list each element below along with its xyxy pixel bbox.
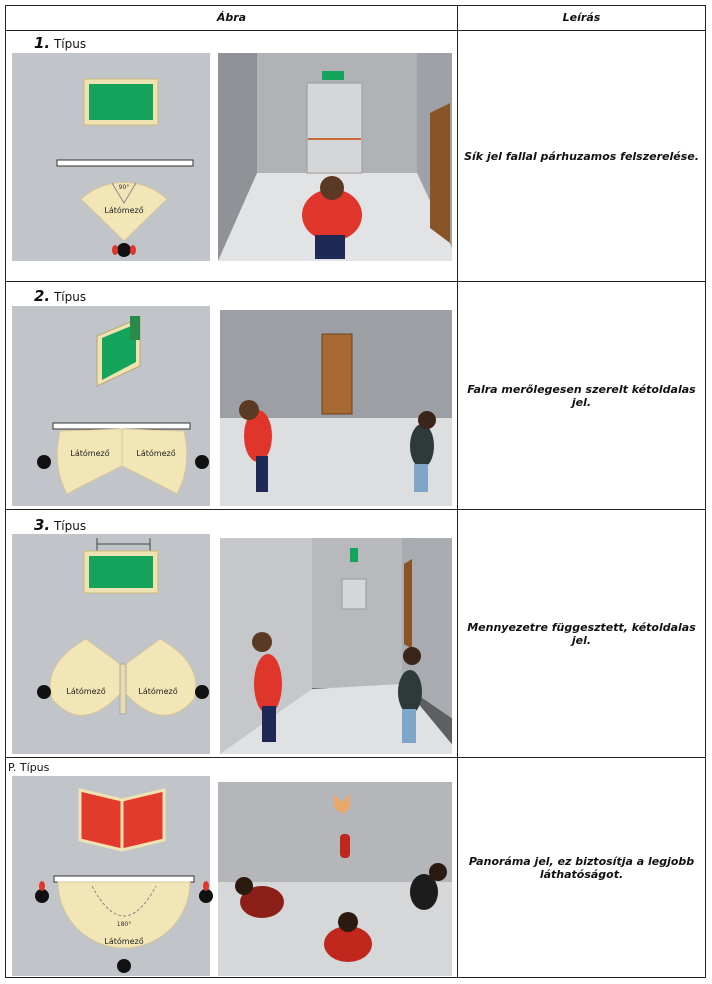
field-label: Látómező — [138, 687, 178, 696]
type2-figure — [12, 306, 452, 506]
description-2: Falra merőlegesen szerelt kétoldalas jel. — [467, 382, 696, 409]
field-label: Látómező — [70, 449, 110, 458]
field-label: Látómező — [104, 206, 144, 215]
field-label: Látómező — [104, 937, 144, 946]
person-icon — [117, 959, 131, 973]
type-label-p: P. Típus — [8, 761, 50, 774]
description-3: Mennyezetre függesztett, kétoldalas jel. — [467, 620, 696, 647]
typeP-figure — [12, 776, 452, 976]
person-icon — [410, 424, 434, 468]
type3-figure — [12, 534, 452, 754]
angle-label: 180° — [116, 921, 132, 928]
person-icon — [37, 685, 51, 699]
person-icon — [117, 243, 131, 257]
type-label-1: 1. Típus — [34, 34, 87, 52]
type1-figure — [12, 53, 452, 261]
types-table — [5, 5, 706, 978]
green-sign-icon — [89, 556, 153, 588]
exit-sign-icon — [350, 548, 358, 562]
green-sign-icon — [89, 84, 153, 120]
person-icon — [398, 670, 422, 714]
type-label-2: 2. Típus — [34, 287, 87, 305]
exit-sign-icon — [322, 71, 344, 80]
person-icon — [254, 654, 282, 714]
angle-label: 90° — [118, 184, 130, 191]
person-icon — [195, 685, 209, 699]
panorama-sign-icon — [122, 790, 164, 850]
fire-extinguisher-icon — [340, 834, 350, 858]
person-icon — [195, 455, 209, 469]
field-label: Látómező — [66, 687, 106, 696]
field-label: Látómező — [136, 449, 176, 458]
description-p: Panoráma jel, ez biztosítja a legjobb láthatóságot. — [468, 854, 695, 881]
person-icon — [37, 455, 51, 469]
header-description: Leírás — [562, 11, 601, 24]
type-label-3: 3. Típus — [34, 516, 87, 534]
description-1: Sík jel fallal párhuzamos felszerelése. — [464, 149, 699, 163]
header-figure: Ábra — [216, 11, 247, 24]
